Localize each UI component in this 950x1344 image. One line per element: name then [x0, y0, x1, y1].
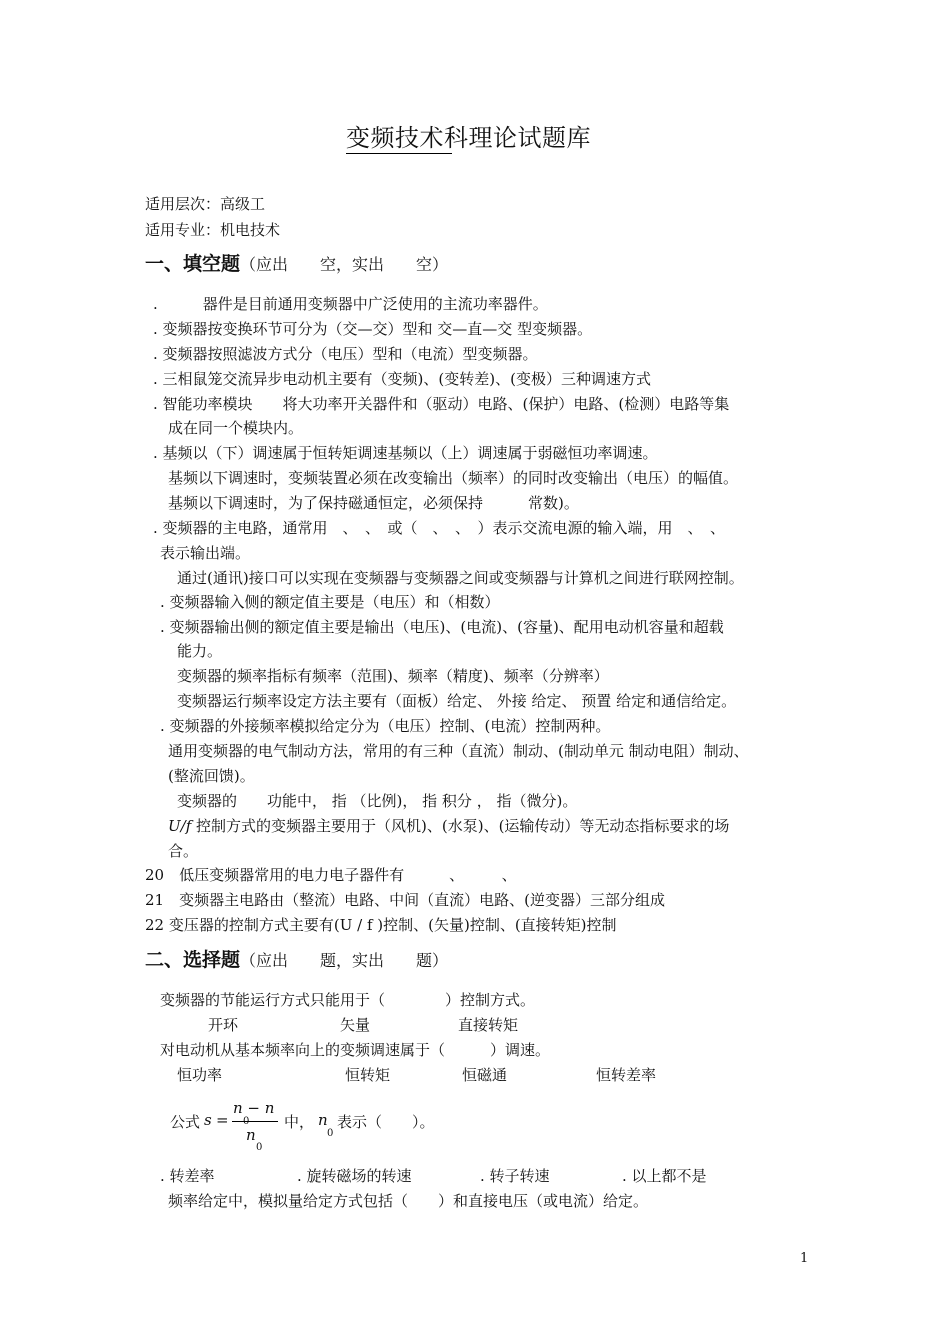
formula-n0: n — [318, 1111, 328, 1129]
formula-suffix: 表示（ ）。 — [337, 1113, 435, 1131]
title-underline — [346, 153, 452, 154]
formula-sub-zero: 0 — [256, 1142, 263, 1153]
uf-line-text: 控制方式的变频器主要用于（风机)、(水泵)、(运输传动）等无动态指标要求的场 — [191, 817, 730, 835]
section1-heading-row — [145, 249, 448, 276]
formula-sub-zero: 0 — [327, 1128, 334, 1139]
formula-numerator: n − n — [233, 1099, 275, 1117]
list-item: . 变频器输入侧的额定值主要是（电压）和（相数） — [160, 593, 500, 611]
list-item: 变频器运行频率设定方法主要有（面板）给定、 外接 给定、 预置 给定和通信给定。 — [177, 692, 737, 710]
list-item: 22 变压器的控制方式主要有(U / f )控制、(矢量)控制、(直接转矩)控制 — [145, 916, 617, 934]
list-item — [168, 815, 729, 836]
list-item-cont: 成在同一个模块内。 — [168, 419, 304, 437]
question-4: 频率给定中，模拟量给定方式包括（ ）和直接电压（或电流）给定。 — [168, 1192, 649, 1210]
list-item: 20 低压变频器常用的电力电子器件有 、 、 — [145, 866, 517, 884]
question-2: 对电动机从基本频率向上的变频调速属于（ ）调速。 — [160, 1041, 551, 1059]
list-item: 通用变频器的电气制动方法，常用的有三种（直流）制动、(制动单元 制动电阻）制动、 — [168, 742, 749, 760]
section1-note: （应出 空，实出 空） — [240, 255, 449, 274]
list-item: 基频以下调速时，为了保持磁通恒定，必须保持 常数)。 — [168, 494, 579, 512]
option: . 旋转磁场的转速 — [297, 1167, 412, 1185]
list-item-cont: 合。 — [168, 842, 199, 860]
list-item: 变频器的 功能中， 指 （比例)， 指 积分 ， 指（微分)。 — [177, 792, 578, 810]
list-item: . 变频器的主电路，通常用 、 、 或（ 、 、 ）表示交流电源的输入端，用 、 、 — [153, 519, 726, 537]
option: . 以上都不是 — [622, 1167, 707, 1185]
fraction-bar — [232, 1121, 278, 1122]
option: 恒转差率 — [596, 1066, 657, 1084]
list-item: . 三相鼠笼交流异步电动机主要有（变频)、(变转差)、(变极）三种调速方式 — [153, 370, 651, 388]
level-line: 适用层次：高级工 — [145, 195, 266, 213]
list-item: 21 变频器主电路由（整流）电路、中间（直流）电路、(逆变器）三部分组成 — [145, 891, 665, 909]
list-item: . 变频器按照滤波方式分（电压）型和（电流）型变频器。 — [153, 345, 538, 363]
option: . 转差率 — [160, 1167, 215, 1185]
page-title: 变频技术科理论试题库 — [346, 124, 591, 152]
section2-heading-row — [145, 945, 448, 972]
list-item: 通过(通讯)接口可以实现在变频器与变频器之间或变频器与计算机之间进行联网控制。 — [177, 569, 744, 587]
list-item: 基频以下调速时，变频装置必须在改变输出（频率）的同时改变输出（电压）的幅值。 — [168, 469, 739, 487]
option: . 转子转速 — [480, 1167, 550, 1185]
option: 恒转矩 — [345, 1066, 391, 1084]
list-item-cont: 表示输出端。 — [160, 544, 251, 562]
list-item-cont: 能力。 — [177, 642, 223, 660]
list-item: . 基频以（下）调速属于恒转矩调速基频以（上）调速属于弱磁恒功率调速。 — [153, 444, 658, 462]
formula-prefix: 公式 — [170, 1113, 201, 1131]
section2-heading: 二、选择题 — [145, 949, 241, 971]
list-item-cont: (整流回馈)。 — [168, 767, 255, 785]
list-item: . 变频器输出侧的额定值主要是输出（电压)、(电流)、(容量)、配用电动机容量和超载 — [160, 618, 724, 636]
question-1: 变频器的节能运行方式只能用于（ ）控制方式。 — [160, 991, 536, 1009]
section2-note: （应出 题，实出 题） — [240, 951, 449, 970]
list-item: 变频器的频率指标有频率（范围)、频率（精度)、频率（分辨率） — [177, 667, 609, 685]
page-number: 1 — [800, 1251, 809, 1266]
option: 开环 — [208, 1016, 239, 1034]
formula-eq: = — [216, 1111, 229, 1129]
list-item: . 智能功率模块 将大功率开关器件和（驱动）电路、(保护）电路、(检测）电路等集 — [153, 395, 730, 413]
list-item: . 器件是目前通用变频器中广泛使用的主流功率器件。 — [153, 295, 548, 313]
section1-heading: 一、填空题 — [145, 253, 241, 275]
list-item: . 变频器的外接频率模拟给定分为（电压）控制、(电流）控制两种。 — [160, 717, 611, 735]
formula-denominator: n — [246, 1126, 256, 1144]
major-line: 适用专业：机电技术 — [145, 221, 281, 239]
formula-s: s — [204, 1111, 212, 1129]
list-item: . 变频器按变换环节可分为（交—交）型和 交—直—交 型变频器。 — [153, 320, 593, 338]
option: 直接转矩 — [458, 1016, 519, 1034]
option: 恒磁通 — [462, 1066, 508, 1084]
option: 恒功率 — [177, 1066, 223, 1084]
option: 矢量 — [340, 1016, 371, 1034]
uf-label: U/f — [168, 817, 192, 835]
formula-mid: 中， — [284, 1113, 315, 1131]
